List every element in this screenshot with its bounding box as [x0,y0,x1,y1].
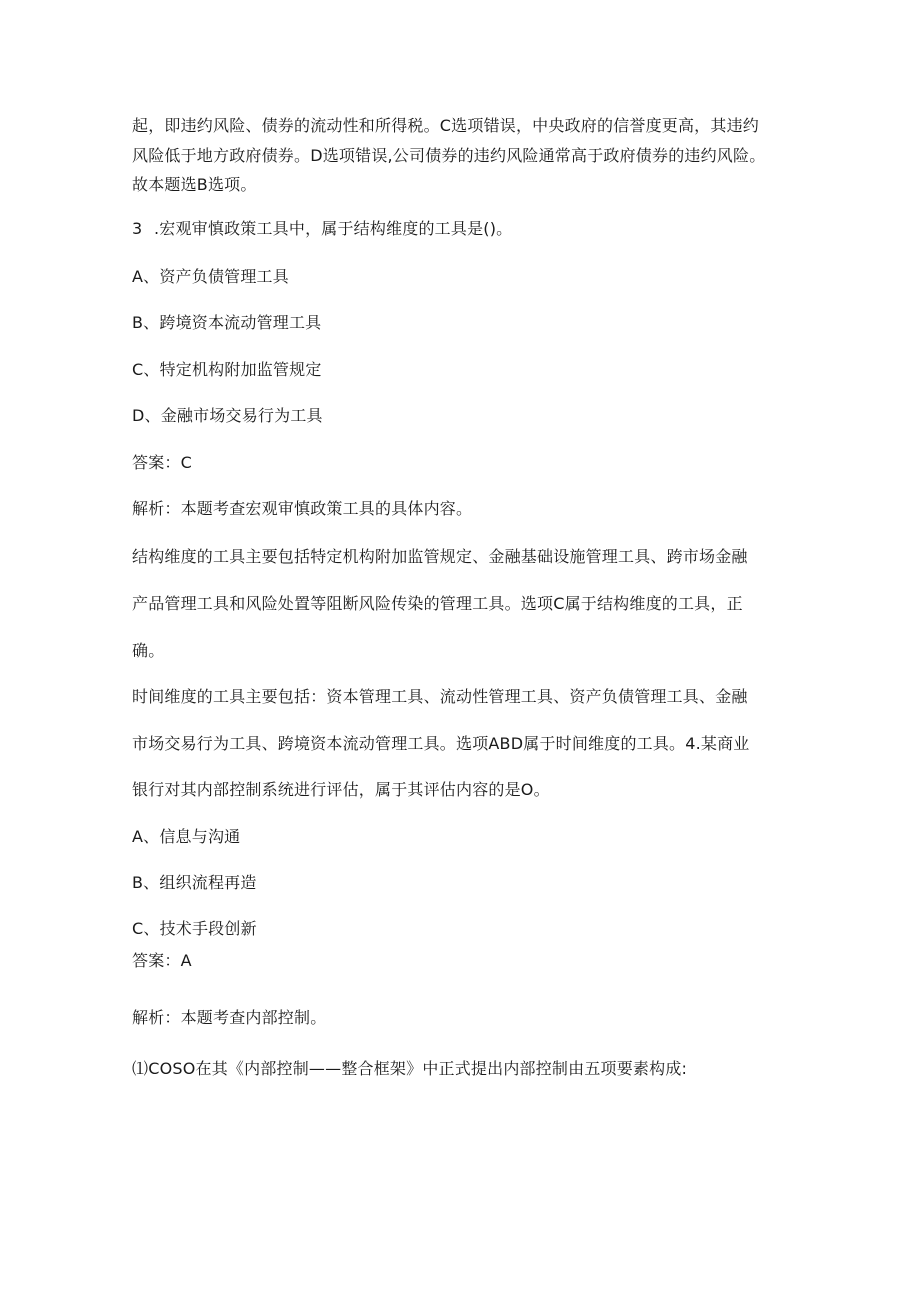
answer-line: 答案：A [132,951,192,970]
answer-line: 答案：C [132,453,192,472]
analysis-heading: 解析：本题考查内部控制。 [132,1008,327,1027]
question-number: 3 [132,219,143,238]
option-b: B、组织流程再造 [132,873,257,892]
analysis-heading: 解析：本题考查宏观审慎政策工具的具体内容。 [132,499,473,518]
analysis-text-line: 产品管理工具和风险处置等阻断风险传染的管理工具。选项C属于结构维度的工具，正 [132,594,743,613]
coso-statement: ⑴COSO在其《内部控制——整合框架》中正式提出内部控制由五项要素构成: [132,1059,688,1078]
analysis-text-line: 时间维度的工具主要包括：资本管理工具、流动性管理工具、资产负债管理工具、金融 [132,687,748,706]
analysis-text-line: 市场交易行为工具、跨境资本流动管理工具。选项ABD属于时间维度的工具。4.某商业 [132,734,750,753]
option-b: B、跨境资本流动管理工具 [132,313,322,332]
analysis-text-line: 确。 [132,641,165,660]
question-4-stem: 银行对其内部控制系统进行评估，属于其评估内容的是O。 [132,780,550,799]
option-a: A、信息与沟通 [132,827,241,846]
analysis-text-line: 结构维度的工具主要包括特定机构附加监管规定、金融基础设施管理工具、跨市场金融 [132,547,748,566]
option-d: D、金融市场交易行为工具 [132,406,323,425]
analysis-conclusion: 故本题选B选项。 [132,175,257,194]
question-3-stem [132,218,512,240]
question-text: .宏观审慎政策工具中，属于结构维度的工具是()。 [154,219,513,238]
option-c: C、特定机构附加监管规定 [132,360,322,379]
analysis-text-line: 风险低于地方政府债券。D选项错误,公司债券的违约风险通常高于政府债券的违约风险。 [132,146,766,165]
option-c: C、技术手段创新 [132,919,257,938]
option-a: A、资产负债管理工具 [132,267,289,286]
analysis-text-line: 起，即违约风险、债券的流动性和所得税。C选项错误，中央政府的信誉度更高，其违约 [132,116,759,135]
